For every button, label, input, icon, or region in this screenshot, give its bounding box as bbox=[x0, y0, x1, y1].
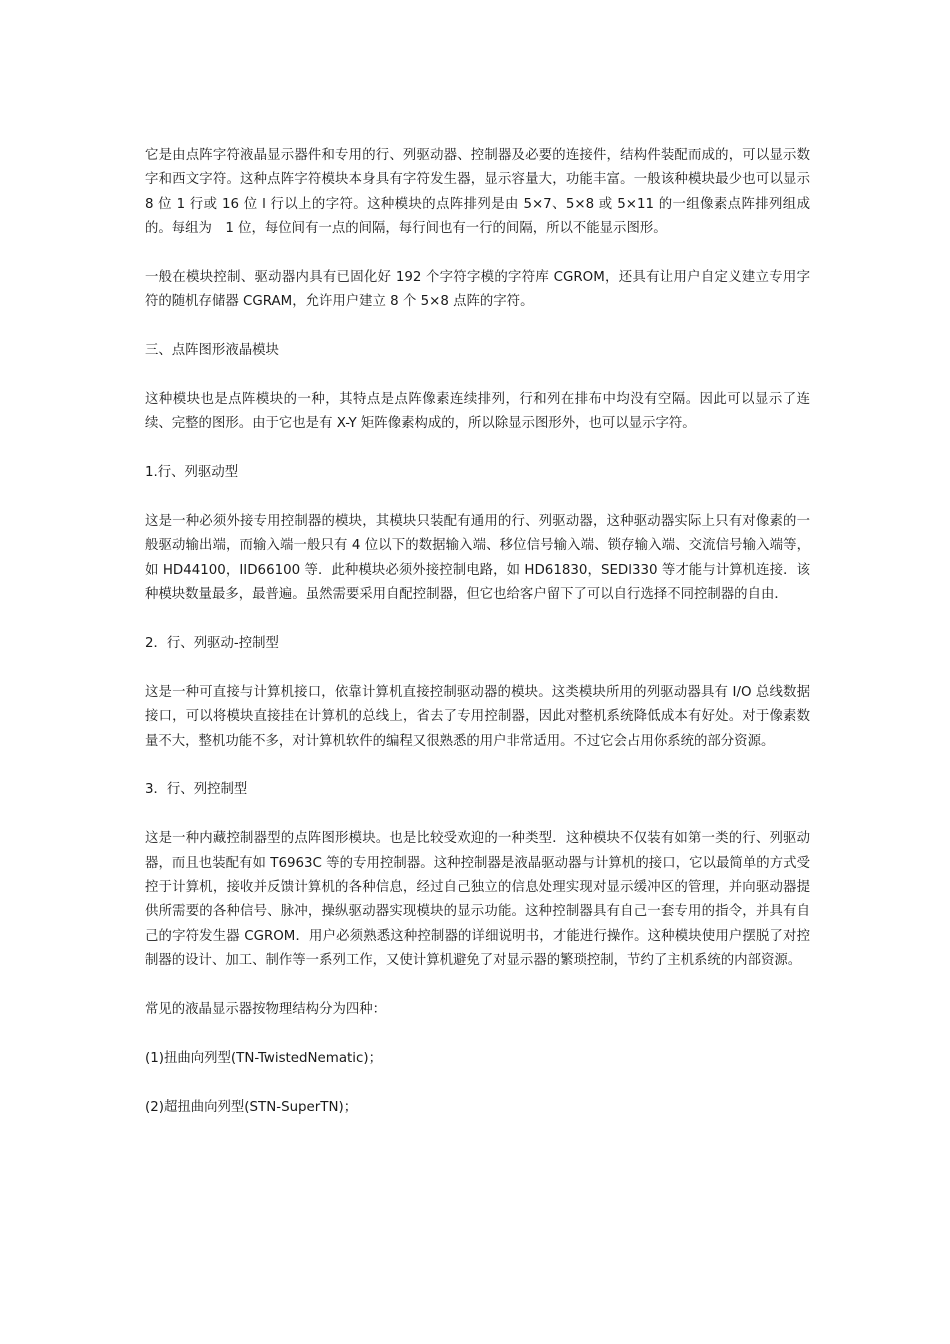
heading-row-col-control: 3．行、列控制型 bbox=[145, 782, 248, 798]
paragraph-row-col-driver: 这是一种必须外接专用控制器的模块，其模块只装配有通用的行、列驱动器，这种驱动器实际上只有对像素的一般驱动输出端，而输入端一般只有 4 位以下的数据输入端、移位信号输入端、锁存输入端、交流信号输入端等，如 HD44100，IID66100 等．此种模块必须外接控制电路，如 HD61830，SEDl330 等才能与计算机连接．该种模块数量最多，最普遍。虽然需要采用自配控制器，但它也给客户留下了可以自行选择不同控制器的自由． bbox=[145, 514, 810, 603]
paragraph-row-col-control: 这是一种内藏控制器型的点阵图形模块。也是比较受欢迎的一种类型．这种模块不仅装有如第一类的行、列驱动器，而且也装配有如 T6963C 等的专用控制器。这种控制器是液晶驱动器与计算机的接口，它以最简单的方式受控于计算机，接收并反馈计算机的各种信息，经过自己独立的信息处理实现对显示缓冲区的管理，并向驱动器提供所需要的各种信号、脉冲，操纵驱动器实现模块的显示功能。这种控制器具有自己一套专用的指令，并具有自己的字符发生器 CGROM．用户必须熟悉这种控制器的详细说明书，才能进行操作。这种模块使用户摆脱了对控制器的设计、加工、制作等一系列工作，又使计算机避免了对显示器的繁琐控制，节约了主机系统的内部资源。 bbox=[145, 831, 810, 969]
paragraph-char-module: 它是由点阵字符液晶显示器件和专用的行、列驱动器、控制器及必要的连接件，结构件装配而成的，可以显示数字和西文字符。这种点阵字符模块本身具有字符发生器，显示容量大，功能丰富。一般该种模块最少也可以显示 8 位 1 行或 16 位 l 行以上的字符。这种模块的点阵排列是由 5×7、5×8 或 5×11 的一组像素点阵排列组成的。每组为 1 位，每位间有一点的间隔，每行间也有一行的间隔，所以不能显示图形。 bbox=[145, 148, 810, 237]
heading-driver-control: 2．行、列驱动-控制型 bbox=[145, 636, 279, 652]
paragraph-driver-control: 这是一种可直接与计算机接口，依靠计算机直接控制驱动器的模块。这类模块所用的列驱动器具有 I/O 总线数据接口，可以将模块直接挂在计算机的总线上，省去了专用控制器，因此对整机系统降低成本有好处。对于像素数量不大，整机功能不多，对计算机软件的编程又很熟悉的用户非常适用。不过它会占用你系统的部分资源。 bbox=[145, 684, 810, 749]
paragraph-graphic-module: 这种模块也是点阵模块的一种，其特点是点阵像素连续排列，行和列在排布中均没有空隔。因此可以显示了连续、完整的图形。由于它也是有 X-Y 矩阵像素构成的，所以除显示图形外，也可以显示字符。 bbox=[145, 392, 810, 432]
heading-row-col-driver: 1.行、列驱动型 bbox=[145, 465, 239, 481]
list-item-tn: (1)扭曲向列型(TN-TwistedNematic)； bbox=[145, 1050, 382, 1066]
heading-graphic-module: 三、点阵图形液晶模块 bbox=[145, 343, 279, 359]
list-item-stn: (2)超扭曲向列型(STN-SuperTN)； bbox=[145, 1099, 358, 1115]
document-body bbox=[145, 144, 810, 1144]
paragraph-lcd-types-intro: 常见的液晶显示器按物理结构分为四种： bbox=[145, 1002, 387, 1018]
paragraph-cgrom: 一般在模块控制、驱动器内具有已固化好 192 个字符字模的字符库 CGROM，还具有让用户自定义建立专用字符的随机存储器 CGRAM，允许用户建立 8 个 5×8 点阵的字符。 bbox=[145, 270, 810, 310]
